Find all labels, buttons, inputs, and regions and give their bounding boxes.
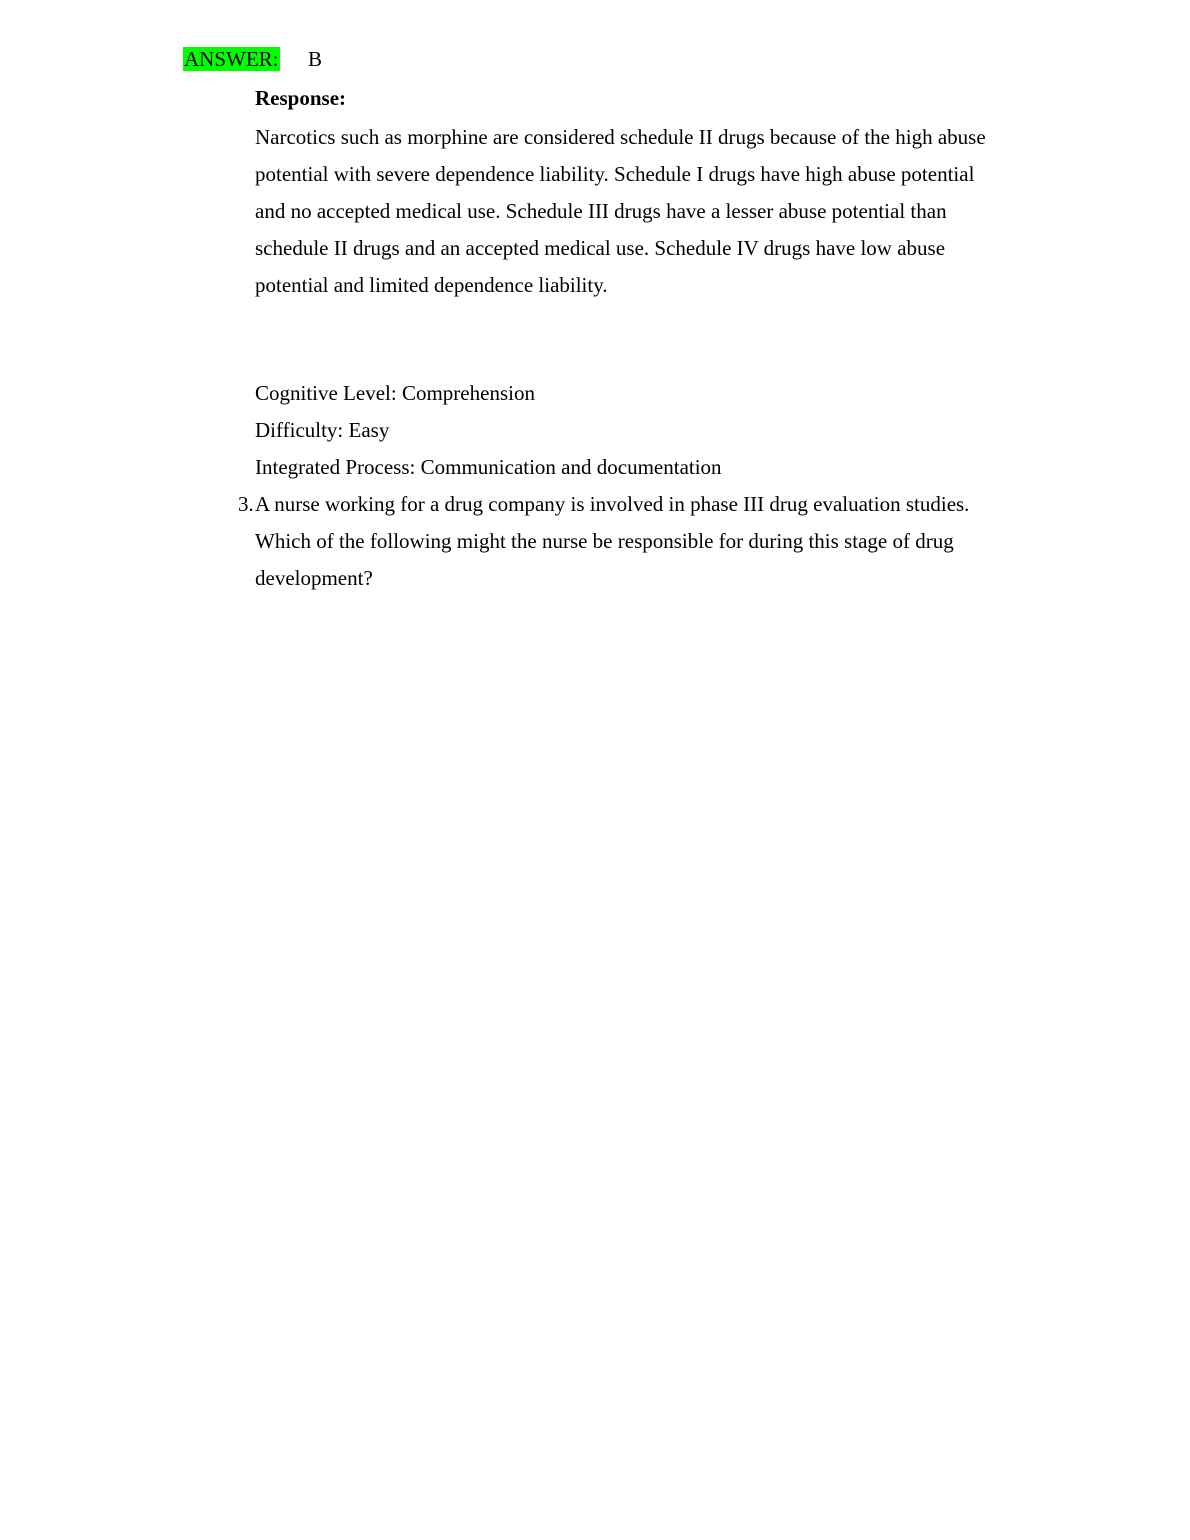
question-3 (238, 486, 998, 597)
integrated-process: Integrated Process: Communication and documentation (255, 455, 722, 479)
answer-value: B (308, 47, 323, 71)
question-number: 3. (238, 492, 254, 516)
question-text: A nurse working for a drug company is involved in phase III drug evaluation studies. Which of the following might the nurse be responsible for during this stage of drug development? (255, 492, 970, 590)
question-metadata (255, 375, 722, 486)
difficulty: Difficulty: Easy (255, 418, 390, 442)
response-text: Narcotics such as morphine are considered schedule II drugs because of the high abuse potential with severe dependence liability. Schedule I drugs have high abuse potential and no accepted medical use. Schedule III drugs have a lesser abuse potential than schedule II drugs and an accepted medical use. Schedule IV drugs have low abuse potential and limited dependence liability. (255, 125, 986, 297)
response-section (255, 83, 1015, 304)
cognitive-level: Cognitive Level: Comprehension (255, 381, 535, 405)
response-heading: Response: (255, 86, 347, 110)
answer-label: ANSWER: (184, 47, 279, 71)
answer-row (183, 44, 323, 74)
